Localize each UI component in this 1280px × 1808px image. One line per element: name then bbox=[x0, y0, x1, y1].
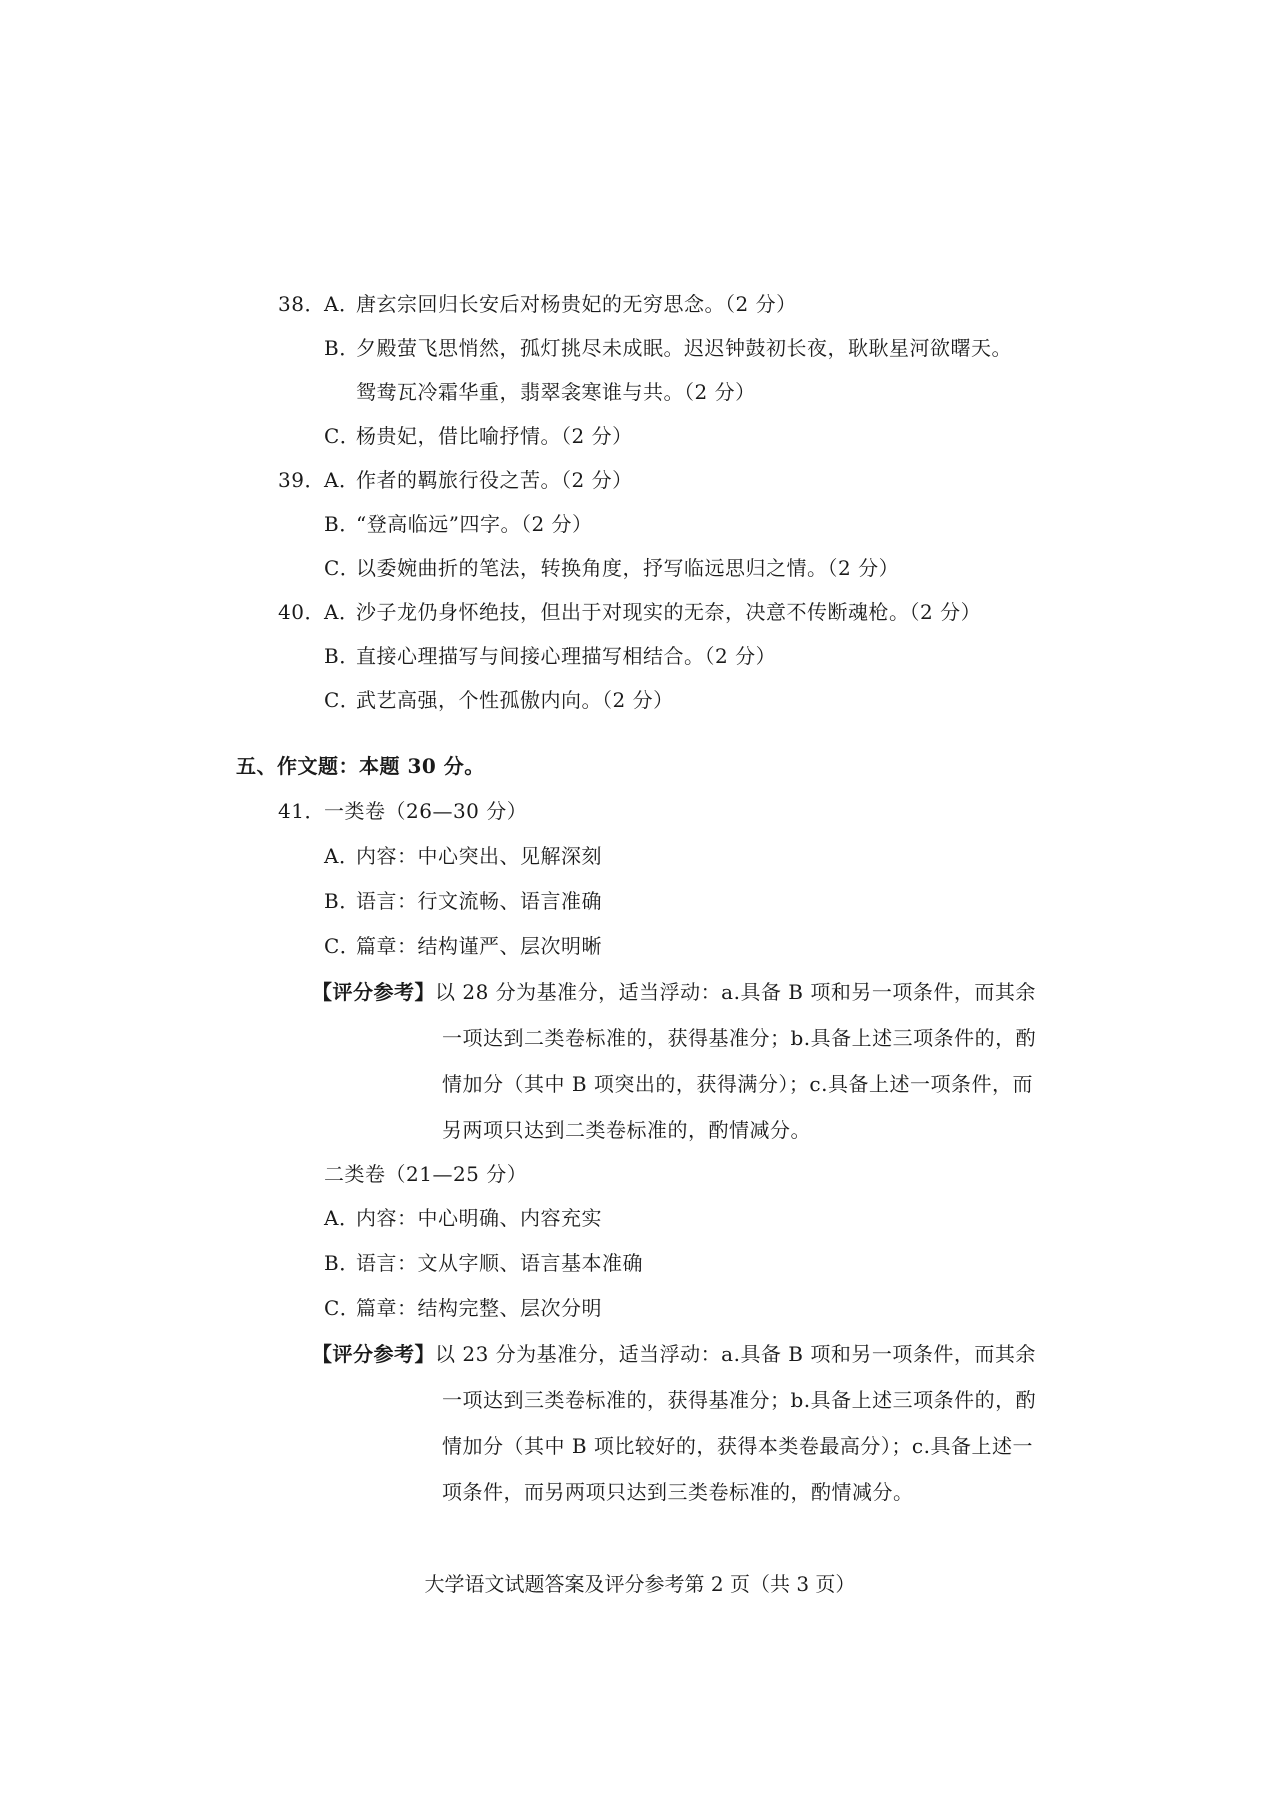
q41-class1-reference-line-4: 另两项只达到二类卷标准的，酌情减分。 bbox=[442, 1118, 811, 1142]
reference-label: 【评分参考】 bbox=[312, 980, 435, 1004]
reference-text: 以 23 分为基准分，适当浮动：a.具备 B 项和另一项条件，而其余 bbox=[435, 1342, 1036, 1366]
page-footer: 大学语文试题答案及评分参考第 2 页（共 3 页） bbox=[424, 1572, 856, 1596]
q41-class2-reference-line-3: 情加分（其中 B 项比较好的，获得本类卷最高分）；c.具备上述一 bbox=[442, 1434, 1033, 1458]
q38-option-c bbox=[324, 422, 633, 450]
option-text: “登高临远”四字。（2 分） bbox=[356, 512, 593, 536]
q39-option-a bbox=[278, 466, 633, 494]
q41-class2-reference-line-4: 项条件，而另两项只达到三类卷标准的，酌情减分。 bbox=[442, 1480, 914, 1504]
question-number: 41． bbox=[278, 799, 325, 823]
q40-option-b bbox=[324, 642, 776, 670]
option-letter: B． bbox=[324, 336, 360, 360]
option-letter: C． bbox=[324, 556, 361, 580]
q38-option-b bbox=[324, 334, 1012, 362]
option-letter: A． bbox=[324, 600, 360, 624]
q41-class1-title bbox=[278, 797, 527, 825]
option-text: 内容：中心突出、见解深刻 bbox=[356, 844, 602, 868]
option-letter: A． bbox=[324, 292, 360, 316]
option-letter: A． bbox=[324, 1206, 360, 1230]
option-text: 武艺高强，个性孤傲内向。（2 分） bbox=[356, 688, 674, 712]
q41-class2-title: 二类卷（21—25 分） bbox=[324, 1162, 528, 1186]
q41-class1-criterion-c bbox=[324, 932, 602, 960]
q39-option-c bbox=[324, 554, 899, 582]
option-text: 鸳鸯瓦冷霜华重，翡翠衾寒谁与共。（2 分） bbox=[356, 380, 756, 404]
q38-option-a bbox=[278, 290, 797, 318]
option-text: 语言：文从字顺、语言基本准确 bbox=[356, 1251, 643, 1275]
question-number: 38． bbox=[278, 292, 325, 316]
option-text: 杨贵妃，借比喻抒情。（2 分） bbox=[356, 424, 633, 448]
option-letter: B． bbox=[324, 1251, 360, 1275]
q39-option-b bbox=[324, 510, 593, 538]
option-text: 唐玄宗回归长安后对杨贵妃的无穷思念。（2 分） bbox=[356, 292, 797, 316]
option-text: 以委婉曲折的笔法，转换角度，抒写临远思归之情。（2 分） bbox=[356, 556, 900, 580]
q40-option-a bbox=[278, 598, 981, 626]
section-heading: 五、作文题：本题 30 分。 bbox=[236, 754, 485, 778]
q41-class2-reference-line-1 bbox=[312, 1340, 1036, 1368]
option-letter: B． bbox=[324, 889, 360, 913]
q41-class2-criterion-c bbox=[324, 1294, 602, 1322]
q41-class1-reference-line-2: 一项达到二类卷标准的，获得基准分；b.具备上述三项条件的，酌 bbox=[442, 1026, 1037, 1050]
q40-option-c bbox=[324, 686, 674, 714]
option-text: 沙子龙仍身怀绝技，但出于对现实的无奈，决意不传断魂枪。（2 分） bbox=[356, 600, 982, 624]
option-letter: C． bbox=[324, 934, 361, 958]
q41-class2-reference-line-2: 一项达到三类卷标准的，获得基准分；b.具备上述三项条件的，酌 bbox=[442, 1388, 1037, 1412]
option-text: 语言：行文流畅、语言准确 bbox=[356, 889, 602, 913]
option-letter: C． bbox=[324, 424, 361, 448]
class-title: 一类卷（26—30 分） bbox=[324, 799, 528, 823]
option-text: 夕殿萤飞思悄然，孤灯挑尽未成眠。迟迟钟鼓初长夜，耿耿星河欲曙天。 bbox=[356, 336, 1012, 360]
option-text: 篇章：结构谨严、层次明晰 bbox=[356, 934, 602, 958]
q41-class1-criterion-b bbox=[324, 887, 602, 915]
q41-class1-criterion-a bbox=[324, 842, 602, 870]
option-text: 篇章：结构完整、层次分明 bbox=[356, 1296, 602, 1320]
option-letter: C． bbox=[324, 1296, 361, 1320]
q41-class1-reference-line-1 bbox=[312, 978, 1036, 1006]
reference-label: 【评分参考】 bbox=[312, 1342, 435, 1366]
option-letter: C． bbox=[324, 688, 361, 712]
q41-class2-criterion-b bbox=[324, 1249, 643, 1277]
q41-class1-reference-line-3: 情加分（其中 B 项突出的，获得满分）；c.具备上述一项条件，而 bbox=[442, 1072, 1033, 1096]
option-letter: A． bbox=[324, 844, 360, 868]
option-text: 直接心理描写与间接心理描写相结合。（2 分） bbox=[356, 644, 777, 668]
question-number: 39． bbox=[278, 468, 325, 492]
question-number: 40． bbox=[278, 600, 325, 624]
option-letter: B． bbox=[324, 644, 360, 668]
q38-option-b-continued bbox=[356, 378, 756, 406]
option-letter: B． bbox=[324, 512, 360, 536]
option-text: 内容：中心明确、内容充实 bbox=[356, 1206, 602, 1230]
option-text: 作者的羁旅行役之苦。（2 分） bbox=[356, 468, 633, 492]
q41-class2-criterion-a bbox=[324, 1204, 602, 1232]
reference-text: 以 28 分为基准分，适当浮动：a.具备 B 项和另一项条件，而其余 bbox=[435, 980, 1036, 1004]
option-letter: A． bbox=[324, 468, 360, 492]
